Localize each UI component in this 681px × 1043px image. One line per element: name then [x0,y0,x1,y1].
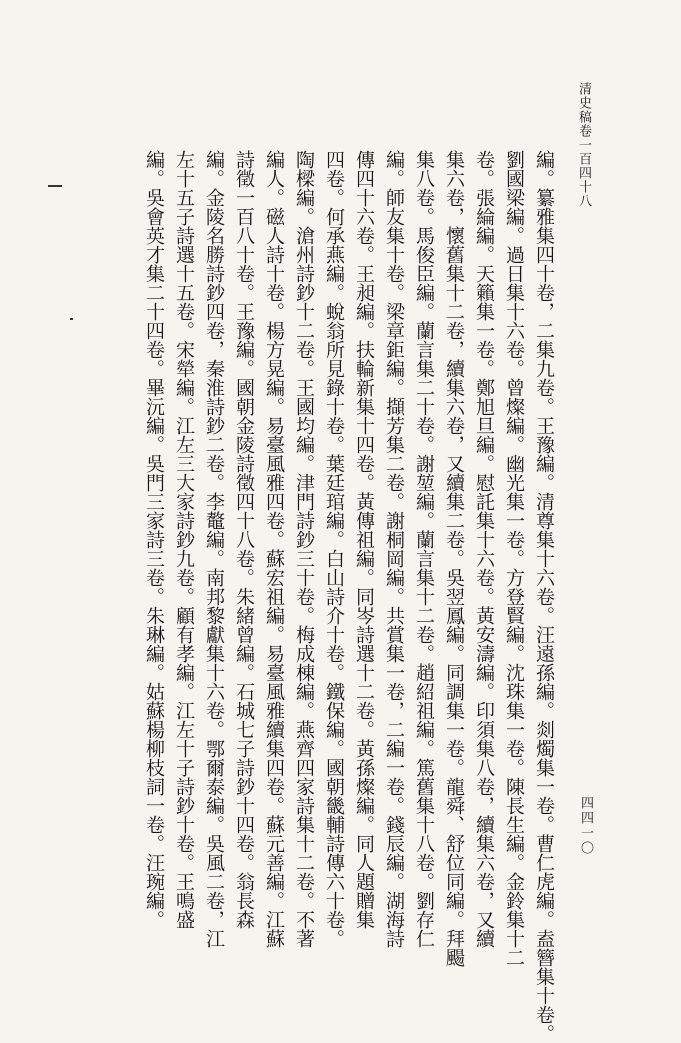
running-head: 清史稿卷一百四十八 [576,82,591,208]
text-column-11: 詩徵一百八十卷。王豫編。國朝金陵詩徵四十八卷。朱緒曾編。石城七子詩鈔十四卷。翁長森 [233,150,255,929]
text-column-13: 左十五子詩選十五卷。宋犖編。江左三大家詩鈔九卷。顧有孝編。江左十子詩鈔十卷。王鳴盛 [173,150,195,929]
margin-dot [70,318,73,320]
margin-mark [48,185,62,187]
text-column-9: 陶樑編。滄州詩鈔十二卷。王國均編。津門詩鈔三十卷。梅成棟編。燕齊四家詩集十二卷。不著 [293,150,315,948]
text-column-12: 編。金陵名勝詩鈔四卷，秦淮詩鈔二卷。李鼇編。南邦黎獻集十六卷。鄂爾泰編。吳風二卷，江 [203,150,225,948]
text-column-8: 四卷。何承燕編。蛻翁所見錄十卷。葉廷琯編。白山詩介十卷。鐵保編。國朝畿輔詩傳六十卷。 [323,150,345,948]
text-column-6: 編。師友集十卷。梁章鉅編。擷芳集二卷。謝桐岡編。共賞集一卷，二編一卷。錢辰編。湖海詩 [383,150,405,948]
text-column-14: 編。吳會英才集二十四卷。畢沅編。吳門三家詩三卷。朱琳編。姑蘇楊柳枝詞一卷。汪琬編。 [143,150,165,929]
page-number: 四四一〇 [578,796,593,856]
text-column-7: 傳四十六卷。王昶編。扶輪新集十四卷。黃傳祖編。同岑詩選十二卷。黃孫燦編。同人題贈集 [353,150,375,929]
text-column-4: 集六卷，懷舊集十二卷，續集六卷，又續集二卷。吳翌鳳編。同調集一卷。龍舜、舒位同編。拜颺 [443,150,465,967]
text-column-1: 編。纂雅集四十卷，二集九卷。王豫編。清尊集十六卷。汪遠孫編。剡燭集一卷。曹仁虎編。盍簪集十卷。 [533,150,555,1043]
text-column-5: 集八卷。馬俊臣編。蘭言集二十卷。謝堃編。蘭言集十二卷。趙紹祖編。篤舊集十八卷。劉存仁 [413,150,435,948]
text-column-3: 卷。張綸編。天籟集一卷。鄭旭旦編。慰託集十六卷。黃安濤編。印須集八卷，續集六卷，又續 [473,150,495,948]
text-column-2: 劉國梁編。過日集十六卷。曾燦編。幽光集一卷。方登賢編。沈珠集一卷。陳長生編。金鈴集十二 [503,150,525,967]
text-column-10: 編人。磁人詩十卷。楊方晃編。易臺風雅四卷。蘇宏祖編。易臺風雅續集四卷。蘇元善編。江蘇 [263,150,285,948]
